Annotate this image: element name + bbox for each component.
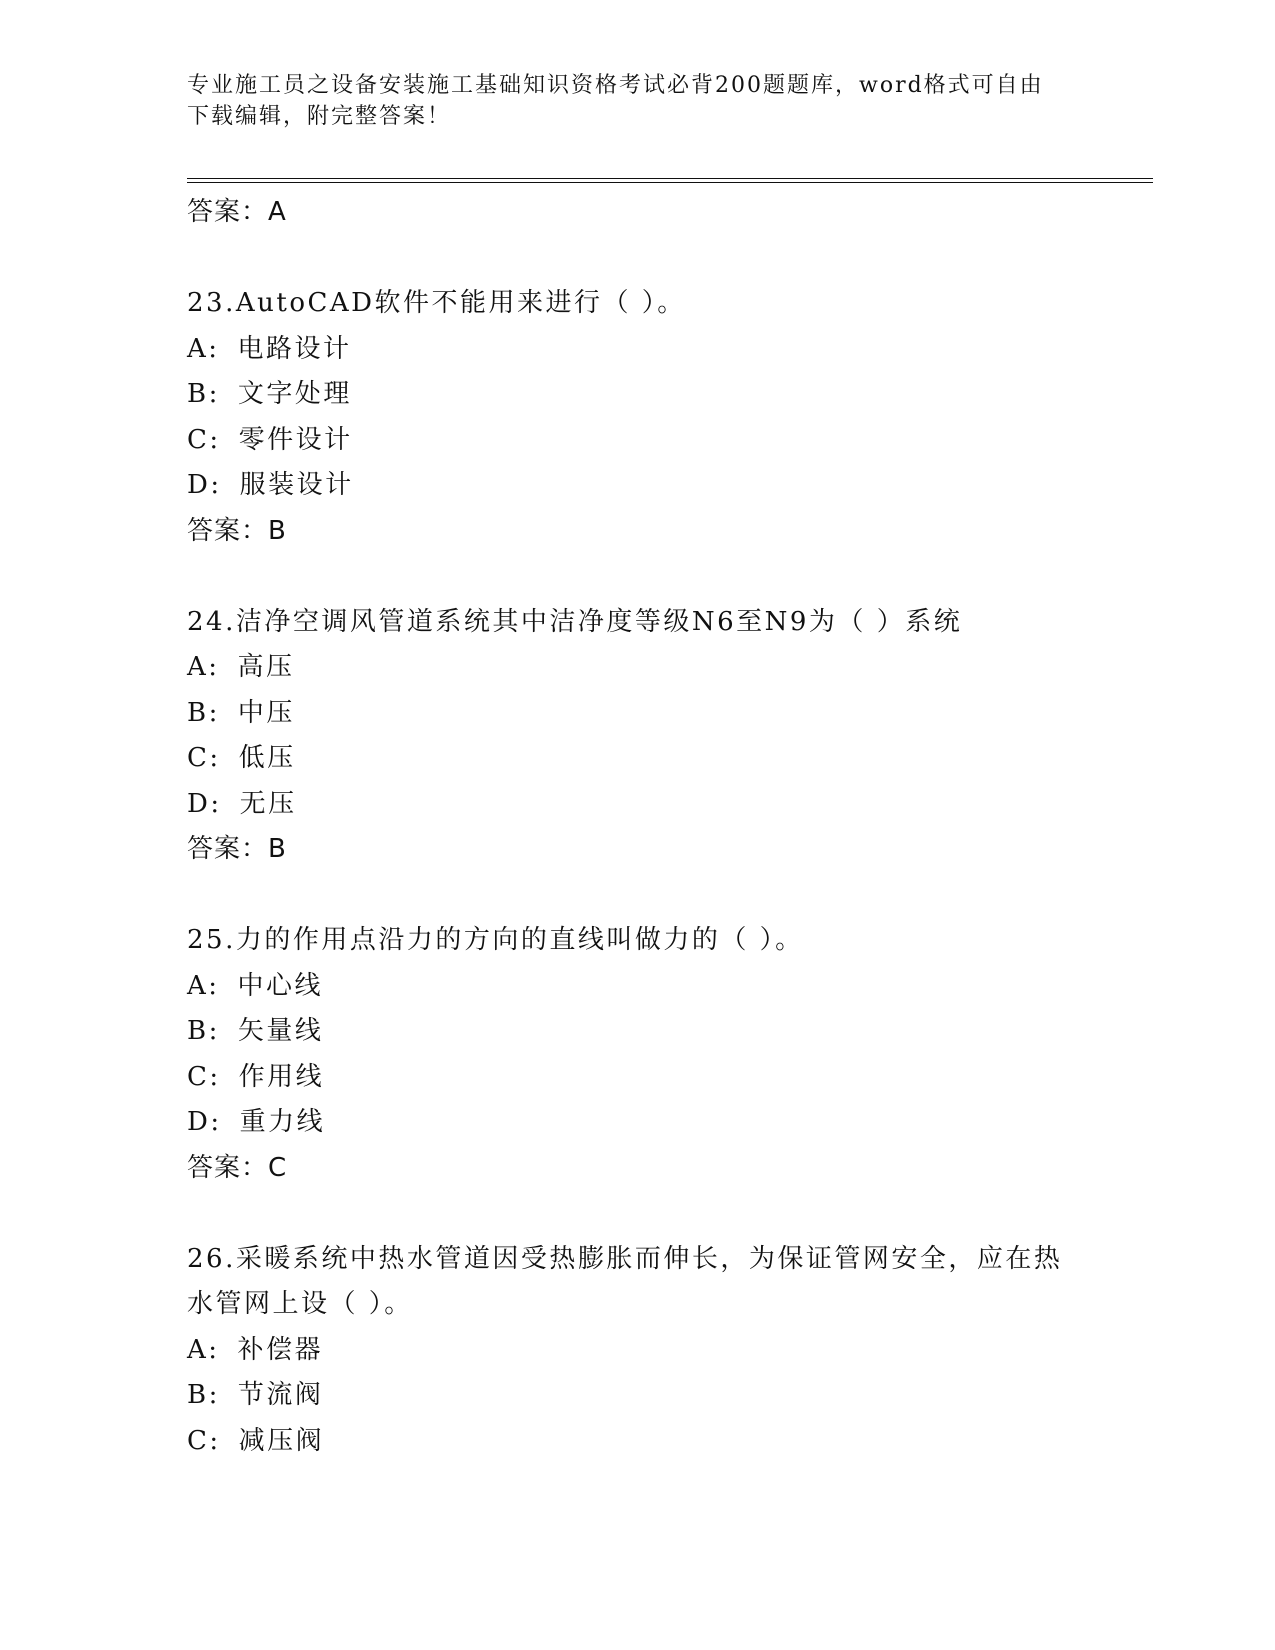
option-item: [187, 964, 1107, 1010]
option-key: B:: [187, 379, 220, 409]
option-item: [187, 1328, 1107, 1374]
option-text: 文字处理: [237, 379, 352, 409]
option-text: 重力线: [239, 1107, 326, 1137]
option-item: [187, 1419, 1107, 1465]
option-key: A:: [187, 333, 220, 364]
spacer: [187, 873, 1107, 919]
option-text: 高压: [237, 652, 295, 682]
option-text: 补偿器: [237, 1334, 324, 1365]
option-key: A:: [187, 652, 220, 682]
question-text: 23.AutoCAD软件不能用来进行（ ）。: [187, 288, 686, 318]
option-item: [187, 1100, 1107, 1146]
answer-line: 答案：B: [187, 515, 287, 546]
option-key: D:: [187, 1107, 222, 1137]
option-text: 低压: [238, 743, 296, 773]
option-item: [187, 463, 1107, 509]
option-text: 中心线: [237, 970, 324, 1001]
question-text-line-1: 26.采暖系统中热水管道因受热膨胀而伸长，为保证管网安全，应在热: [187, 1243, 1063, 1274]
option-key: D:: [187, 470, 222, 500]
question-block: [187, 1237, 1107, 1465]
option-item: [187, 1055, 1107, 1101]
document-body: [187, 190, 1107, 1464]
answer-line: 答案：A: [187, 197, 287, 227]
question-text: 25.力的作用点沿力的方向的直线叫做力的（ ）。: [187, 925, 804, 955]
option-key: C:: [187, 743, 221, 773]
option-item: [187, 418, 1107, 464]
option-key: A:: [187, 1334, 220, 1365]
option-text: 中压: [237, 697, 295, 728]
option-item: [187, 691, 1107, 737]
header-line-1: 专业施工员之设备安装施工基础知识资格考试必背200题题库，word格式可自由: [187, 73, 1044, 98]
option-text: 矢量线: [237, 1016, 324, 1046]
option-key: D:: [187, 788, 222, 819]
option-text: 减压阀: [238, 1425, 325, 1456]
option-key: A:: [187, 970, 220, 1001]
option-text: 零件设计: [238, 424, 353, 455]
question-block: [187, 281, 1107, 554]
answer-line: 答案：C: [187, 1152, 288, 1183]
question-block: [187, 918, 1107, 1191]
question-block: [187, 600, 1107, 873]
option-item: [187, 782, 1107, 828]
option-text: 电路设计: [237, 333, 352, 364]
option-key: C:: [187, 1061, 221, 1092]
header-double-rule: [187, 178, 1153, 183]
option-key: C:: [187, 424, 221, 455]
option-key: B:: [187, 1380, 220, 1410]
page-header: [187, 70, 1087, 132]
option-text: 服装设计: [239, 470, 354, 500]
option-text: 作用线: [238, 1061, 325, 1092]
spacer: [187, 1191, 1107, 1237]
option-text: 无压: [239, 788, 297, 819]
spacer: [187, 236, 1107, 282]
header-line-2: 下载编辑，附完整答案！: [187, 104, 452, 129]
option-key: B:: [187, 697, 220, 728]
option-item: [187, 1009, 1107, 1055]
option-item: [187, 327, 1107, 373]
option-key: B:: [187, 1016, 220, 1046]
option-item: [187, 736, 1107, 782]
option-text: 节流阀: [237, 1380, 324, 1410]
question-text: 24.洁净空调风管道系统其中洁净度等级N6至N9为（ ）系统: [187, 606, 963, 637]
question-text-line-2: 水管网上设（ ）。: [187, 1289, 413, 1319]
answer-line: 答案：B: [187, 834, 287, 864]
option-item: [187, 645, 1107, 691]
option-item: [187, 1373, 1107, 1419]
spacer: [187, 554, 1107, 600]
option-item: [187, 372, 1107, 418]
option-key: C:: [187, 1425, 221, 1456]
